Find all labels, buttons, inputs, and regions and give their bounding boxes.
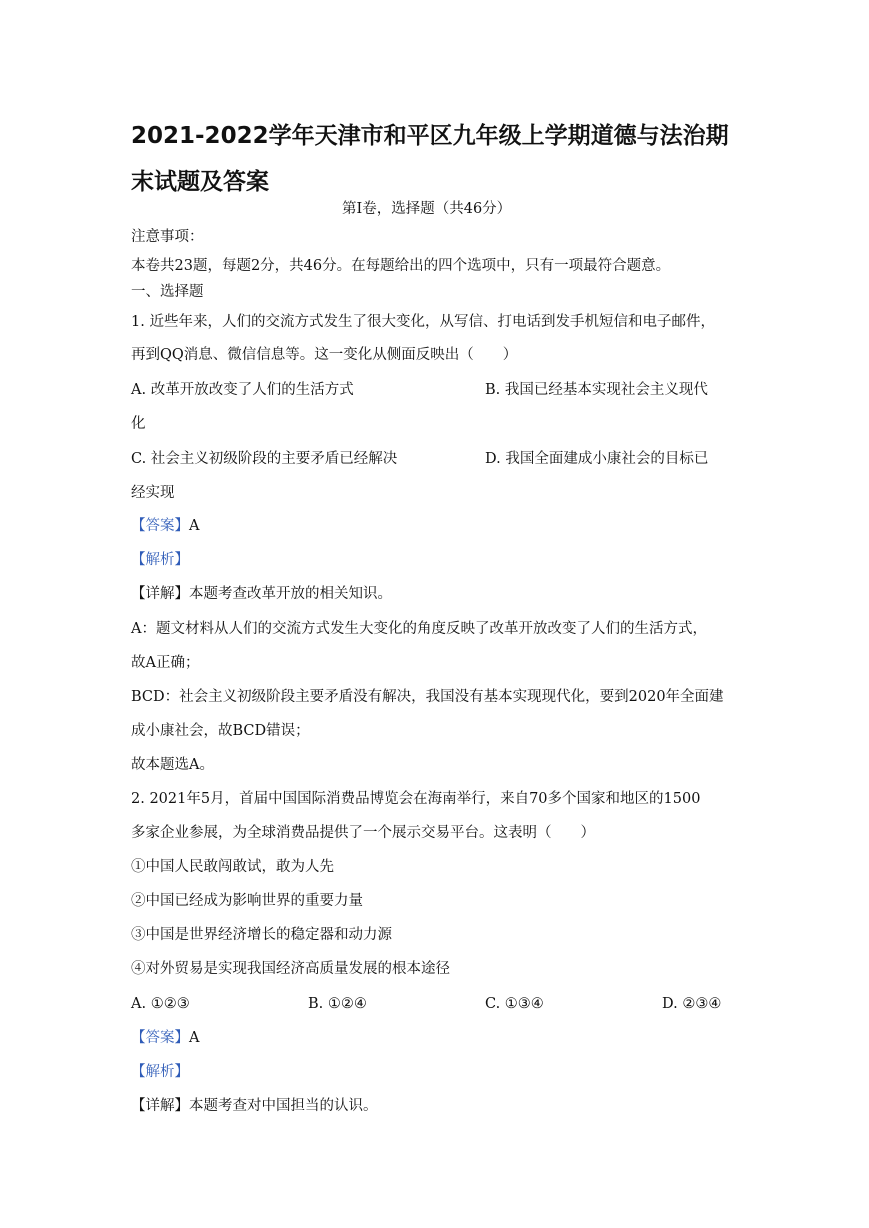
detail-text: 本题考查对中国担当的认识。 xyxy=(189,1098,378,1114)
q2-option-a: A. ①②③ xyxy=(131,996,190,1012)
q1-detail xyxy=(131,584,392,604)
q1-option-b: B. 我国已经基本实现社会主义现代 xyxy=(485,382,708,398)
q2-analysis-tag: 【解析】 xyxy=(131,1064,189,1080)
q1-stem-line2: 再到QQ消息、微信信息等。这一变化从侧面反映出（ ） xyxy=(131,347,518,363)
q1-analysis-tag: 【解析】 xyxy=(131,552,189,568)
q2-answer xyxy=(131,1028,199,1048)
q2-item-3: ③中国是世界经济增长的稳定器和动力源 xyxy=(131,927,392,943)
q2-option-b: B. ①②④ xyxy=(308,996,367,1012)
document-title: 2021-2022学年天津市和平区九年级上学期道德与法治期末试题及答案 xyxy=(131,123,729,195)
q1-explanation-a-line2: 故A正确； xyxy=(131,655,200,671)
q1-option-d: D. 我国全面建成小康社会的目标已 xyxy=(485,451,709,467)
q2-stem-line2: 多家企业参展，为全球消费品提供了一个展示交易平台。这表明（ ） xyxy=(131,825,595,841)
detail-tag: 【详解】 xyxy=(131,586,189,602)
q1-option-c: C. 社会主义初级阶段的主要矛盾已经解决 xyxy=(131,451,398,467)
q2-stem-line1: 2. 2021年5月，首届中国国际消费品博览会在海南举行，来自70多个国家和地区的1500 xyxy=(131,791,701,807)
q2-item-2: ②中国已经成为影响世界的重要力量 xyxy=(131,893,363,909)
notice-text: 本卷共23题，每题2分，共46分。在每题给出的四个选项中，只有一项最符合题意。 xyxy=(131,258,671,274)
q1-stem-line1: 1. 近些年来，人们的交流方式发生了很大变化，从写信、打电话到发手机短信和电子邮件， xyxy=(131,314,715,330)
detail-tag: 【详解】 xyxy=(131,1098,189,1114)
detail-text: 本题考查改革开放的相关知识。 xyxy=(189,586,392,602)
q2-detail xyxy=(131,1096,378,1116)
q2-option-c: C. ①③④ xyxy=(485,996,544,1012)
q1-answer xyxy=(131,516,199,536)
q2-item-1: ①中国人民敢闯敢试，敢为人先 xyxy=(131,859,334,875)
q1-explanation-bcd-line1: BCD：社会主义初级阶段主要矛盾没有解决，我国没有基本实现现代化，要到2020年全面建 xyxy=(131,689,724,705)
answer-value: A xyxy=(189,518,200,534)
q1-explanation-bcd-line2: 成小康社会，故BCD错误； xyxy=(131,723,310,739)
answer-tag: 【答案】 xyxy=(131,518,189,534)
q1-explanation-a-line1: A：题文材料从人们的交流方式发生大变化的角度反映了改革开放改变了人们的生活方式， xyxy=(131,621,707,637)
q2-item-4: ④对外贸易是实现我国经济高质量发展的根本途径 xyxy=(131,961,450,977)
answer-tag: 【答案】 xyxy=(131,1030,189,1046)
part-heading: 一、选择题 xyxy=(131,284,204,300)
answer-value: A xyxy=(189,1030,200,1046)
notice-label: 注意事项： xyxy=(131,229,204,245)
q2-option-d: D. ②③④ xyxy=(662,996,722,1012)
section-header: 第Ⅰ卷，选择题（共46分） xyxy=(342,201,512,217)
q1-option-b-cont: 化 xyxy=(131,416,146,432)
q1-conclusion: 故本题选A。 xyxy=(131,757,214,773)
q1-option-a: A. 改革开放改变了人们的生活方式 xyxy=(131,382,354,398)
q1-option-d-cont: 经实现 xyxy=(131,485,175,501)
